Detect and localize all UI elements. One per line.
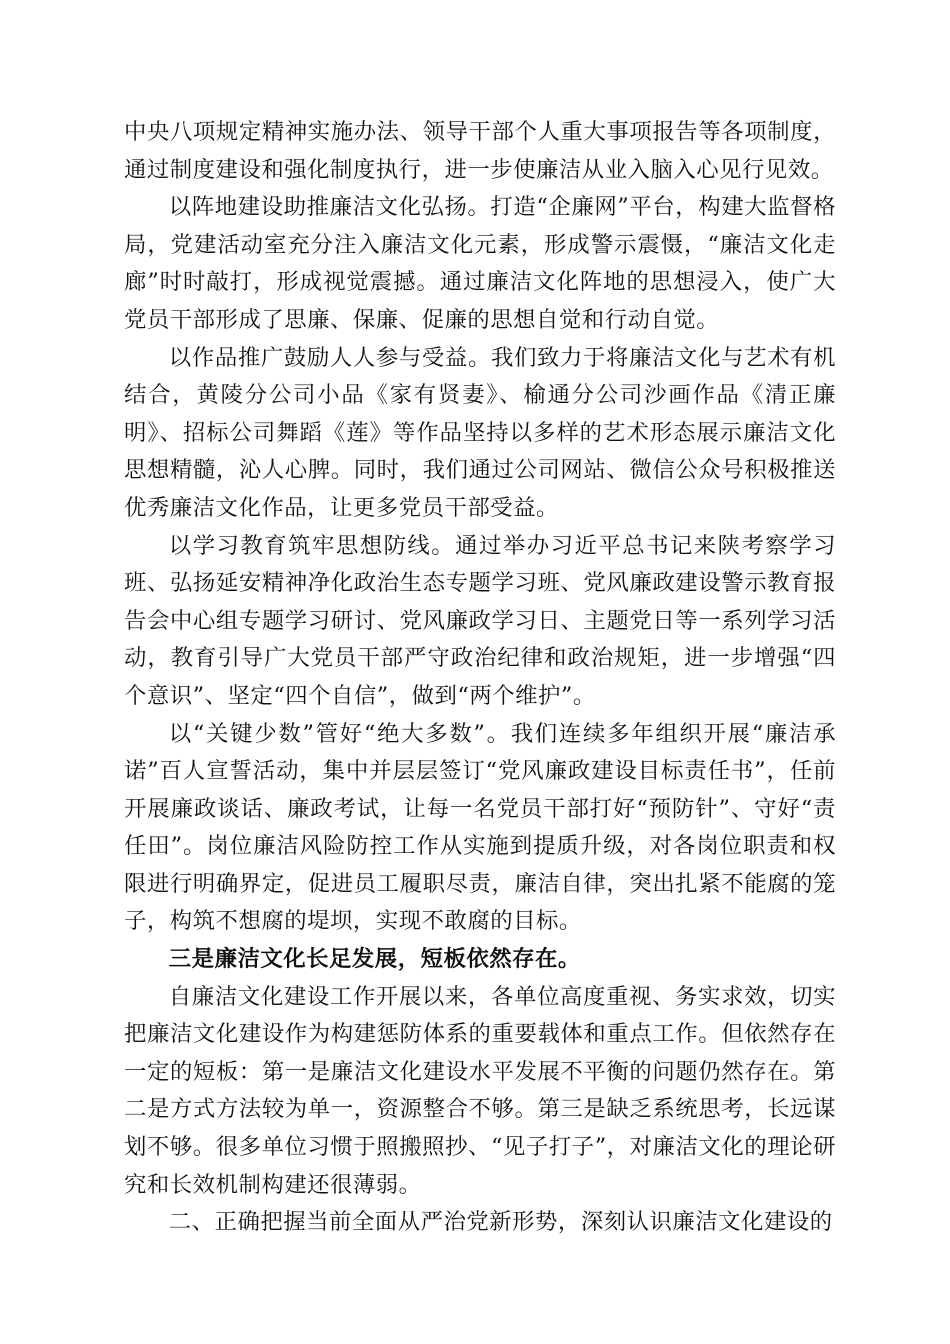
paragraph-shortcomings: 自廉洁文化建设工作开展以来，各单位高度重视、务实求效，切实把廉洁文化建设作为构建惩防体系的重要载体和重点工作。但依然存在一定的短板：第一是廉洁文化建设水平发展不平衡的问题仍然存在。第二是方式方法较为单一，资源整合不够。第三是缺乏系统思考，长远谋划不够。很多单位习惯于照搬照抄、“见子打子”，对廉洁文化的理论研究和长效机制构建还很薄弱。 <box>124 983 836 1198</box>
paragraph-continuation: 中央八项规定精神实施办法、领导干部个人重大事项报告等各项制度，通过制度建设和强化制度执行，进一步使廉洁从业入脑入心见行见效。 <box>124 119 836 183</box>
paragraph-works-promotion: 以作品推广鼓励人人参与受益。我们致力于将廉洁文化与艺术有机结合，黄陵分公司小品《家有贤妻》、榆通分公司沙画作品《清正廉明》、招标公司舞蹈《莲》等作品坚持以多样的艺术形态展示廉洁文化思想精髓，沁人心脾。同时，我们通过公司网站、微信公众号积极推送优秀廉洁文化作品，让更多党员干部受益。 <box>124 344 836 521</box>
paragraph-study-education: 以学习教育筑牢思想防线。通过举办习近平总书记来陕考察学习班、弘扬延安精神净化政治生态专题学习班、党风廉政建设警示教育报告会中心组专题学习研讨、党风廉政学习日、主题党日等一系列学习活动，教育引导广大党员干部严守政治纪律和政治规矩，进一步增强“四个意识”、坚定“四个自信”，做到“两个维护”。 <box>124 532 836 709</box>
section-heading-shortcomings: 三是廉洁文化长足发展，短板依然存在。 <box>168 946 581 973</box>
document-page <box>124 114 836 1242</box>
paragraph-key-minority: 以“关键少数”管好“绝大多数”。我们连续多年组织开展“廉洁承诺”百人宣誓活动，集中并层层签订“党风廉政建设目标责任书”，任前开展廉政谈话、廉政考试，让每一名党员干部打好“预防针”、守好“责任田”。岗位廉洁风险防控工作从实施到提质升级，对各岗位职责和权限进行明确界定，促进员工履职尽责，廉洁自律，突出扎紧不能腐的笼子，构筑不想腐的堤坝，实现不敢腐的目标。 <box>124 720 836 935</box>
paragraph-position-building: 以阵地建设助推廉洁文化弘扬。打造“企廉网”平台，构建大监督格局，党建活动室充分注入廉洁文化元素，形成警示震慑，“廉洁文化走廊”时时敲打，形成视觉震撼。通过廉洁文化阵地的思想浸入，使广大党员干部形成了思廉、保廉、促廉的思想自觉和行动自觉。 <box>124 194 836 333</box>
section-heading-part-two: 二、正确把握当前全面从严治党新形势，深刻认识廉洁文化建设的 <box>168 1209 833 1236</box>
